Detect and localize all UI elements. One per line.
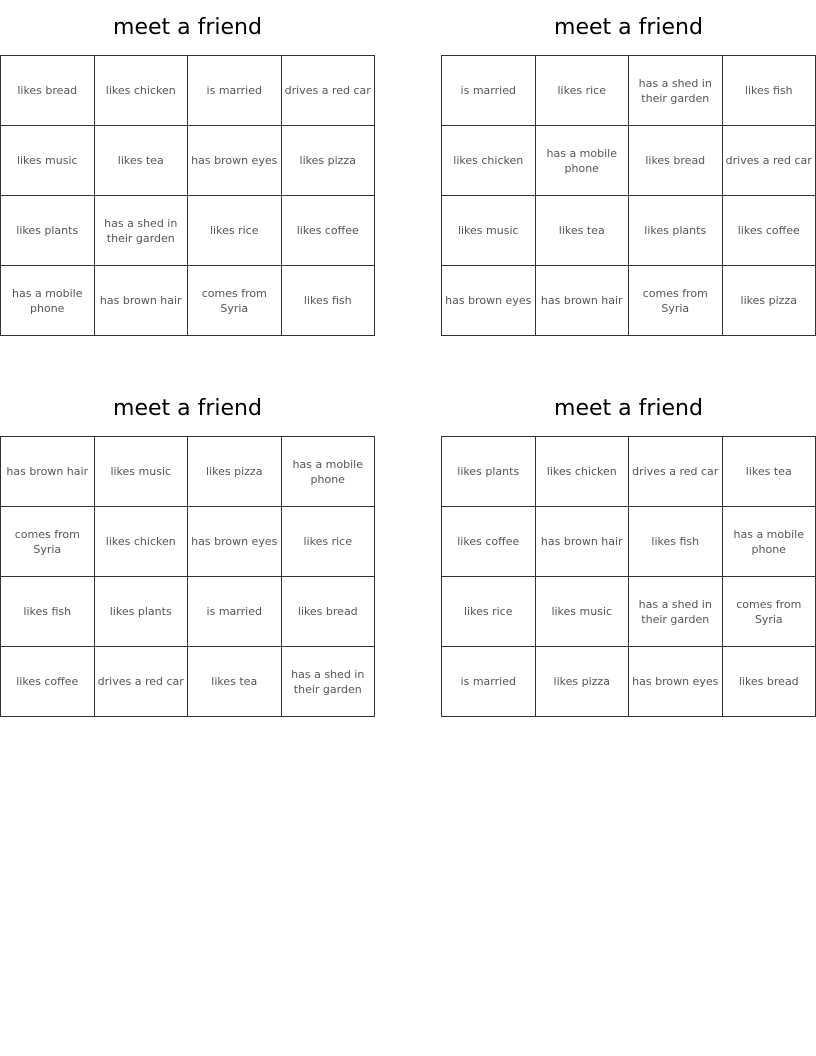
bingo-cell: likes music: [442, 196, 536, 266]
bingo-cell: likes bread: [629, 126, 723, 196]
bingo-cell: likes tea: [536, 196, 630, 266]
bingo-cell: has brown hair: [536, 507, 630, 577]
bingo-cell: likes rice: [188, 196, 282, 266]
bingo-cell: likes music: [1, 126, 95, 196]
bingo-cell: has a shed in their garden: [629, 56, 723, 126]
bingo-cell: likes music: [95, 437, 189, 507]
bingo-cell: is married: [188, 577, 282, 647]
bingo-cell: comes from Syria: [188, 266, 282, 336]
bingo-cell: likes rice: [536, 56, 630, 126]
bingo-cell: likes rice: [442, 577, 536, 647]
bingo-cell: likes coffee: [442, 507, 536, 577]
bingo-cell: likes chicken: [95, 56, 189, 126]
bingo-cell: likes plants: [629, 196, 723, 266]
bingo-card-3: [0, 381, 375, 717]
bingo-card-4: [441, 381, 816, 717]
bingo-cell: likes chicken: [442, 126, 536, 196]
bingo-cell: comes from Syria: [723, 577, 816, 647]
bingo-cell: likes plants: [1, 196, 95, 266]
bingo-cell: comes from Syria: [1, 507, 95, 577]
bingo-cell: has a shed in their garden: [282, 647, 376, 717]
bingo-cell: has brown eyes: [629, 647, 723, 717]
bingo-cell: has brown eyes: [188, 126, 282, 196]
bingo-cell: has a mobile phone: [723, 507, 816, 577]
bingo-cell: likes pizza: [536, 647, 630, 717]
bingo-cell: has brown eyes: [442, 266, 536, 336]
bingo-cell: likes plants: [442, 437, 536, 507]
bingo-cell: likes chicken: [536, 437, 630, 507]
bingo-cell: has a mobile phone: [1, 266, 95, 336]
bingo-cell: likes tea: [95, 126, 189, 196]
bingo-cell: has a shed in their garden: [95, 196, 189, 266]
bingo-cell: likes pizza: [723, 266, 816, 336]
bingo-cell: likes music: [536, 577, 630, 647]
bingo-cell: likes coffee: [723, 196, 816, 266]
bingo-cell: likes pizza: [282, 126, 376, 196]
bingo-cell: likes bread: [1, 56, 95, 126]
bingo-cell: likes fish: [282, 266, 376, 336]
bingo-grid: [0, 436, 375, 717]
bingo-cell: is married: [188, 56, 282, 126]
bingo-cell: likes fish: [629, 507, 723, 577]
bingo-cell: drives a red car: [629, 437, 723, 507]
bingo-cell: likes plants: [95, 577, 189, 647]
bingo-cell: is married: [442, 56, 536, 126]
bingo-grid: [0, 55, 375, 336]
bingo-cell: likes bread: [282, 577, 376, 647]
bingo-cell: has brown hair: [536, 266, 630, 336]
bingo-cell: has a mobile phone: [282, 437, 376, 507]
bingo-cell: likes pizza: [188, 437, 282, 507]
bingo-cell: drives a red car: [282, 56, 376, 126]
bingo-cell: has brown hair: [1, 437, 95, 507]
bingo-grid: [441, 436, 816, 717]
bingo-cell: likes chicken: [95, 507, 189, 577]
bingo-cell: likes tea: [723, 437, 816, 507]
bingo-cell: is married: [442, 647, 536, 717]
bingo-cell: likes coffee: [1, 647, 95, 717]
bingo-cell: has brown eyes: [188, 507, 282, 577]
bingo-card-2: [441, 0, 816, 336]
bingo-cell: comes from Syria: [629, 266, 723, 336]
bingo-cell: drives a red car: [95, 647, 189, 717]
card-title: meet a friend: [113, 396, 262, 421]
bingo-cell: likes fish: [1, 577, 95, 647]
card-title: meet a friend: [554, 396, 703, 421]
card-title: meet a friend: [113, 15, 262, 40]
card-title: meet a friend: [554, 15, 703, 40]
bingo-cell: likes tea: [188, 647, 282, 717]
bingo-cell: likes coffee: [282, 196, 376, 266]
bingo-cell: drives a red car: [723, 126, 816, 196]
bingo-cell: likes rice: [282, 507, 376, 577]
bingo-cell: has a shed in their garden: [629, 577, 723, 647]
bingo-card-1: [0, 0, 375, 336]
bingo-grid: [441, 55, 816, 336]
bingo-cell: has a mobile phone: [536, 126, 630, 196]
bingo-cell: has brown hair: [95, 266, 189, 336]
bingo-cell: likes bread: [723, 647, 816, 717]
bingo-cell: likes fish: [723, 56, 816, 126]
